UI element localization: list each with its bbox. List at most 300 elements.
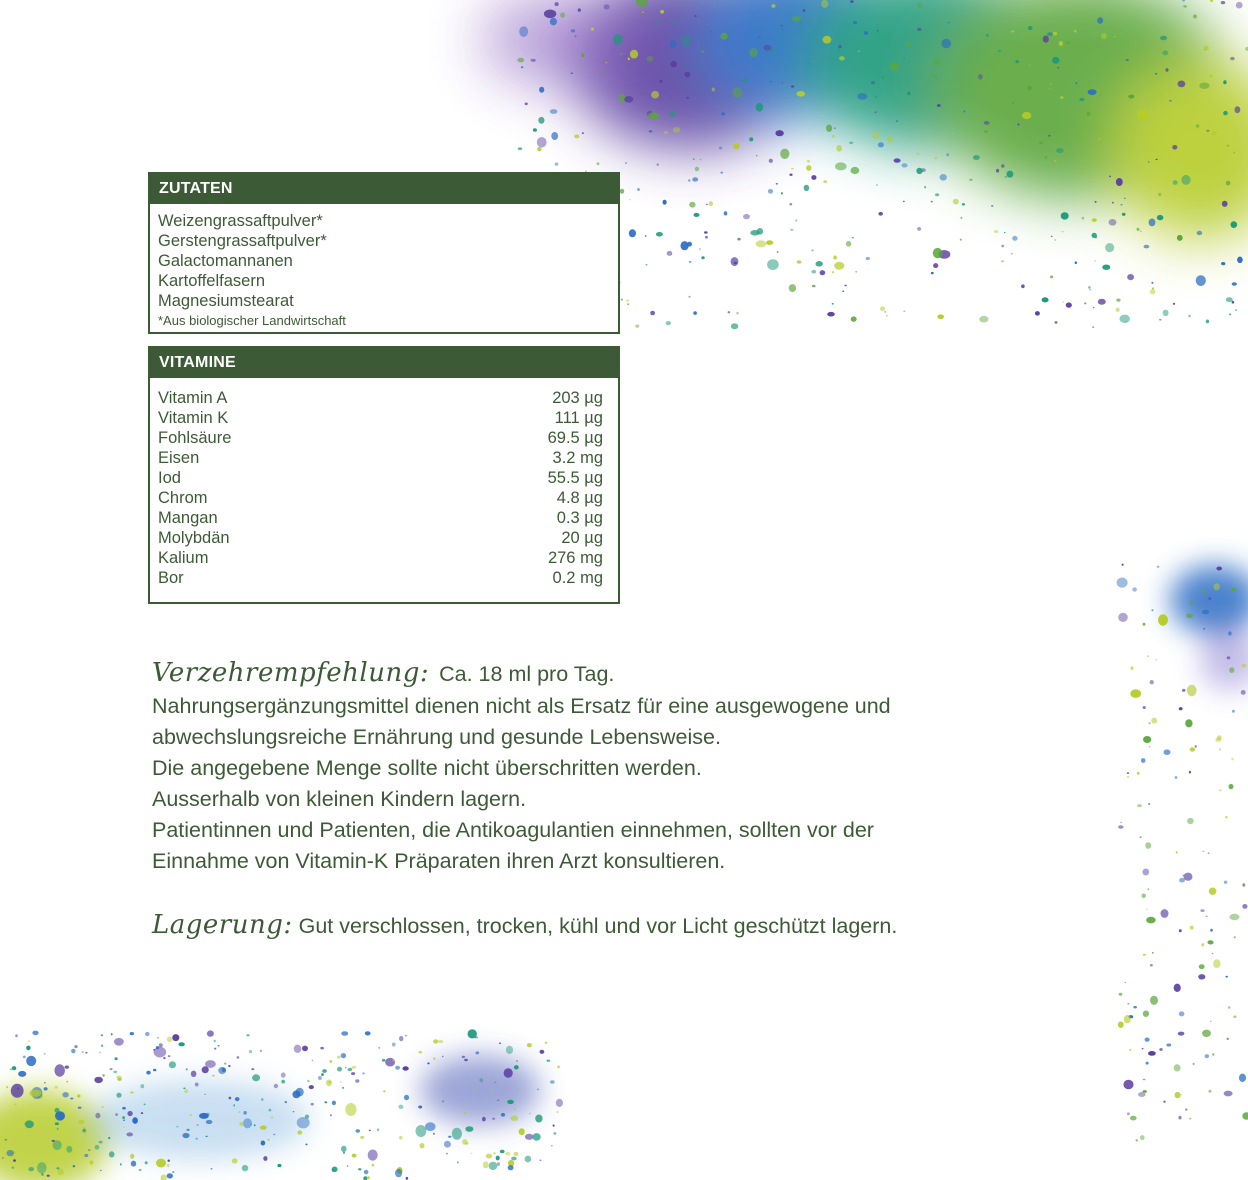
powder-speck [791, 168, 793, 170]
powder-speck [823, 180, 827, 183]
powder-speck [348, 1068, 353, 1071]
powder-speck [1200, 909, 1204, 912]
powder-speck [720, 172, 723, 174]
powder-speck [183, 1088, 185, 1090]
powder-speck [341, 1146, 347, 1152]
powder-speck [246, 1034, 249, 1036]
powder-speck [1017, 124, 1019, 126]
powder-speck [360, 1136, 364, 1139]
powder-speck [1149, 746, 1151, 748]
powder-speck [800, 22, 802, 24]
powder-speck [1221, 262, 1225, 265]
powder-speck [44, 1087, 48, 1090]
powder-speck [355, 1079, 359, 1082]
powder-speck [770, 81, 772, 82]
powder-speck [1226, 618, 1228, 619]
powder-speck [1198, 974, 1205, 979]
powder-speck [940, 174, 947, 181]
powder-speck [341, 1053, 346, 1058]
powder-speck [205, 1136, 207, 1137]
powder-speck [318, 1076, 322, 1080]
powder-speck [23, 1056, 26, 1059]
powder-speck [1060, 96, 1064, 98]
powder-speck [457, 1161, 459, 1163]
powder-speck [984, 130, 988, 133]
powder-speck [1236, 2, 1243, 9]
powder-speck [571, 72, 574, 74]
powder-speck [1035, 311, 1040, 316]
powder-speck [70, 1098, 73, 1100]
powder-speck [986, 34, 989, 37]
powder-speck [95, 1113, 100, 1119]
powder-speck [187, 1129, 190, 1131]
powder-speck [1148, 1051, 1156, 1056]
powder-speck [688, 296, 690, 298]
powder-speck [392, 1060, 394, 1062]
powder-speck [404, 1095, 409, 1100]
powder-speck [1066, 42, 1069, 44]
powder-speck [167, 1173, 173, 1178]
powder-speck [433, 1133, 435, 1135]
powder-speck [95, 1145, 100, 1150]
powder-speck [274, 1084, 278, 1088]
vitamin-row [158, 468, 603, 488]
powder-speck [1203, 851, 1205, 852]
powder-speck [214, 1048, 216, 1050]
powder-speck [1151, 609, 1153, 611]
powder-speck [731, 257, 739, 266]
powder-speck [1213, 959, 1220, 968]
powder-speck [866, 257, 870, 260]
powder-speck [698, 67, 701, 69]
powder-speck [500, 1150, 505, 1154]
powder-speck [917, 28, 921, 31]
powder-speck [169, 1061, 176, 1068]
powder-speck [1012, 236, 1017, 241]
powder-speck [395, 1066, 400, 1070]
powder-speck [111, 1033, 113, 1035]
powder-speck [1128, 95, 1134, 99]
powder-speck [1126, 59, 1129, 61]
powder-speck [706, 204, 708, 205]
powder-speck [475, 1051, 479, 1054]
powder-speck [872, 132, 879, 139]
powder-speck [281, 1080, 285, 1084]
powder-speck [1185, 719, 1192, 727]
vitamin-row [158, 488, 603, 508]
powder-speck [195, 1083, 199, 1087]
powder-speck [527, 1043, 532, 1047]
powder-speck [1105, 243, 1114, 252]
powder-speck [766, 240, 773, 245]
powder-speck [851, 167, 860, 174]
powder-speck [555, 2, 559, 6]
powder-speck [113, 1071, 117, 1074]
ingredient-item: Galactomannanen [158, 252, 293, 270]
powder-speck [492, 1118, 495, 1120]
powder-speck [489, 1162, 498, 1170]
powder-speck [1169, 100, 1172, 102]
powder-speck [1061, 212, 1069, 219]
powder-speck [321, 1073, 324, 1076]
powder-speck [539, 87, 544, 93]
powder-speck [1056, 148, 1064, 153]
powder-speck [1001, 245, 1004, 248]
powder-speck [1150, 964, 1153, 967]
powder-speck [66, 1081, 68, 1083]
powder-speck [12, 1167, 15, 1169]
powder-speck [115, 1113, 118, 1116]
powder-speck [1187, 685, 1197, 696]
powder-speck [1088, 286, 1091, 289]
ingredients-header: ZUTATEN [150, 174, 618, 204]
powder-speck [250, 1124, 252, 1125]
powder-speck [1210, 0, 1213, 2]
powder-speck [827, 312, 835, 317]
powder-speck [948, 21, 950, 23]
powder-speck [377, 1128, 379, 1131]
powder-speck [720, 33, 727, 40]
powder-speck [110, 1068, 113, 1070]
powder-speck [501, 1113, 505, 1117]
powder-speck [464, 1112, 466, 1115]
powder-speck [205, 1060, 216, 1068]
powder-speck [1001, 164, 1004, 168]
powder-speck [337, 1067, 342, 1072]
powder-speck [504, 1068, 513, 1077]
powder-speck [556, 1099, 563, 1107]
powder-speck [1210, 929, 1213, 932]
ingredient-item: Kartoffelfasern [158, 272, 266, 290]
powder-speck [273, 1134, 275, 1135]
powder-speck [1082, 217, 1085, 220]
powder-speck [464, 1059, 468, 1061]
powder-speck [1141, 758, 1146, 763]
powder-speck [1229, 667, 1234, 673]
powder-speck [186, 1068, 188, 1070]
powder-speck [1127, 274, 1134, 280]
powder-speck [1162, 51, 1168, 56]
powder-speck [1195, 745, 1197, 748]
powder-speck [1052, 57, 1059, 64]
powder-speck [571, 29, 575, 32]
powder-speck [1179, 707, 1183, 710]
powder-speck [1101, 33, 1107, 39]
powder-speck [1160, 36, 1167, 41]
powder-speck [57, 1128, 59, 1130]
powder-speck [833, 256, 836, 260]
powder-speck [1158, 614, 1168, 625]
powder-speck [1146, 909, 1148, 910]
powder-speck [1227, 656, 1231, 659]
powder-speck [311, 1103, 314, 1106]
powder-speck [671, 61, 677, 67]
powder-speck [168, 1160, 170, 1162]
powder-speck [1140, 231, 1142, 232]
powder-speck [53, 1140, 62, 1150]
vitamin-row [158, 388, 603, 408]
powder-speck [550, 18, 557, 26]
powder-speck [62, 1092, 68, 1097]
powder-speck [555, 163, 559, 166]
powder-speck [941, 39, 951, 48]
powder-speck [663, 200, 667, 205]
powder-speck [207, 1030, 214, 1036]
powder-speck [1118, 825, 1123, 828]
powder-speck [669, 111, 675, 118]
powder-speck [1148, 803, 1150, 805]
vitamin-row [158, 568, 603, 588]
powder-speck [1143, 623, 1146, 626]
powder-speck [14, 1103, 17, 1105]
powder-speck [937, 314, 944, 319]
powder-speck [471, 1153, 473, 1154]
powder-speck [1150, 996, 1158, 1005]
powder-speck [398, 1105, 403, 1109]
powder-speck [296, 1088, 304, 1097]
powder-speck [1001, 260, 1004, 262]
powder-speck [880, 306, 885, 311]
powder-speck [490, 1090, 492, 1091]
powder-speck [1202, 590, 1206, 593]
powder-speck [47, 1175, 50, 1177]
powder-speck [15, 1034, 18, 1037]
powder-speck [1208, 597, 1211, 600]
powder-speck [1124, 198, 1126, 199]
powder-speck [749, 48, 757, 57]
powder-speck [937, 104, 941, 107]
powder-speck [1229, 313, 1231, 315]
powder-speck [1189, 771, 1191, 774]
powder-speck [122, 1116, 125, 1119]
powder-speck [646, 264, 648, 265]
powder-speck [322, 1069, 327, 1073]
powder-speck [935, 76, 937, 77]
powder-speck [238, 1111, 240, 1113]
powder-speck [479, 1078, 483, 1082]
powder-speck [1242, 904, 1247, 909]
powder-speck [1199, 964, 1205, 969]
powder-speck [991, 205, 993, 206]
powder-speck [886, 315, 888, 317]
powder-speck [511, 1115, 519, 1121]
powder-speck [153, 1049, 155, 1051]
powder-speck [507, 1100, 514, 1104]
powder-speck [1231, 758, 1233, 761]
powder-speck [1178, 1116, 1181, 1120]
powder-speck [206, 1120, 213, 1124]
powder-speck [904, 58, 906, 60]
powder-speck [433, 1039, 438, 1043]
powder-speck [789, 203, 792, 206]
powder-speck [254, 1124, 256, 1126]
powder-speck [1059, 41, 1063, 46]
powder-speck [351, 1072, 355, 1075]
powder-speck [1150, 289, 1156, 294]
powder-speck [1118, 613, 1128, 622]
powder-speck [647, 56, 654, 62]
powder-speck [1143, 1011, 1149, 1017]
powder-speck [1053, 32, 1057, 36]
powder-speck [835, 162, 847, 170]
powder-speck [996, 169, 999, 173]
powder-speck [260, 1050, 262, 1053]
powder-speck [832, 303, 834, 305]
powder-speck [812, 285, 816, 288]
powder-speck [1050, 83, 1052, 85]
vitamin-row [158, 428, 603, 448]
vitamin-name: Chrom [158, 489, 208, 507]
vitamin-name: Kalium [158, 549, 209, 567]
vitamin-value: 69.5 µg [547, 429, 603, 447]
powder-speck [342, 1087, 344, 1089]
powder-speck [140, 1084, 144, 1088]
powder-speck [890, 62, 898, 71]
powder-speck [1209, 75, 1212, 78]
powder-speck [1197, 231, 1203, 235]
powder-speck [877, 30, 879, 31]
powder-speck [362, 1072, 365, 1074]
powder-speck [307, 1080, 309, 1083]
powder-speck [781, 192, 783, 194]
powder-speck [839, 56, 845, 60]
powder-speck [1127, 1112, 1130, 1115]
powder-speck [1054, 239, 1056, 241]
powder-speck [122, 1107, 126, 1110]
powder-speck [1143, 1090, 1147, 1093]
powder-speck [1166, 1043, 1171, 1046]
powder-speck [101, 1045, 103, 1047]
powder-speck [1214, 583, 1220, 590]
powder-speck [168, 1055, 171, 1057]
powder-speck [533, 1133, 541, 1141]
powder-speck [813, 62, 815, 63]
powder-speck [832, 271, 834, 273]
powder-speck [1202, 610, 1209, 615]
powder-speck [462, 1056, 465, 1058]
powder-speck [931, 272, 934, 274]
powder-speck [239, 1122, 243, 1126]
powder-speck [514, 1065, 519, 1069]
powder-speck [1226, 181, 1231, 186]
powder-speck [1088, 89, 1097, 95]
powder-speck [1039, 142, 1043, 144]
powder-speck [852, 237, 854, 239]
powder-speck [603, 72, 605, 74]
powder-speck [820, 270, 826, 275]
powder-speck [406, 1177, 409, 1180]
powder-speck [297, 1130, 302, 1134]
powder-speck [433, 1057, 436, 1060]
powder-speck [781, 82, 783, 83]
powder-speck [864, 31, 868, 35]
powder-speck [728, 311, 731, 313]
vitamin-value: 276 mg [547, 549, 603, 567]
powder-speck [482, 1117, 486, 1122]
powder-speck [984, 121, 990, 125]
powder-speck [1145, 842, 1151, 849]
powder-speck [25, 1120, 34, 1128]
powder-speck [692, 177, 698, 181]
vitamin-name: Fohlsäure [158, 429, 232, 447]
powder-speck [1122, 564, 1124, 566]
powder-speck [1048, 135, 1050, 137]
powder-speck [1224, 1091, 1233, 1097]
powder-speck [519, 1128, 525, 1135]
powder-speck [931, 201, 933, 203]
powder-speck [588, 43, 590, 45]
powder-speck [625, 162, 627, 164]
powder-speck [1204, 46, 1209, 51]
powder-speck [742, 78, 747, 82]
powder-speck [1147, 655, 1149, 657]
powder-speck [11, 1084, 24, 1098]
powder-speck [630, 50, 638, 59]
note-line: Die angegebene Menge sollte nicht überschritten werden. [152, 756, 702, 780]
powder-speck [1241, 664, 1246, 668]
powder-speck [1092, 326, 1094, 328]
powder-speck [1233, 152, 1235, 154]
powder-speck [756, 103, 763, 112]
powder-speck [468, 1029, 477, 1038]
powder-speck [1121, 204, 1123, 206]
powder-speck [1232, 282, 1237, 285]
powder-speck [1232, 301, 1235, 304]
powder-speck [789, 284, 796, 292]
powder-speck [1137, 804, 1142, 807]
powder-speck [1176, 851, 1178, 853]
powder-speck [399, 1136, 403, 1140]
powder-speck [1150, 680, 1154, 684]
powder-speck [6, 1086, 8, 1088]
powder-speck [656, 232, 663, 237]
powder-speck [1148, 888, 1150, 890]
powder-speck [1102, 265, 1110, 270]
powder-speck [1004, 232, 1006, 233]
powder-speck [624, 96, 633, 103]
powder-speck [525, 103, 528, 106]
powder-speck [1124, 1015, 1131, 1023]
powder-speck [1157, 215, 1164, 220]
powder-speck [875, 96, 877, 98]
powder-speck [89, 1160, 93, 1164]
powder-speck [184, 1089, 188, 1093]
powder-speck [1112, 202, 1114, 204]
powder-speck [1087, 112, 1091, 116]
powder-speck [1123, 1080, 1133, 1089]
powder-speck [689, 261, 692, 263]
powder-speck [252, 1074, 260, 1081]
powder-speck [1228, 1006, 1231, 1008]
powder-speck [1178, 1032, 1185, 1036]
powder-speck [182, 1133, 189, 1138]
powder-speck [211, 1168, 213, 1169]
powder-speck [1235, 106, 1241, 113]
powder-speck [237, 1056, 240, 1059]
powder-speck [876, 184, 878, 186]
powder-speck [1047, 32, 1053, 36]
ingredients-table [148, 172, 620, 334]
powder-speck [506, 1046, 513, 1054]
powder-speck [1042, 297, 1049, 302]
powder-speck [901, 163, 907, 167]
powder-speck [931, 73, 936, 77]
recommendation-label: Verzehrempfehlung: [152, 658, 430, 688]
powder-speck [1050, 276, 1053, 279]
powder-speck [1174, 984, 1181, 992]
powder-speck [953, 199, 959, 205]
powder-speck [229, 1097, 232, 1100]
